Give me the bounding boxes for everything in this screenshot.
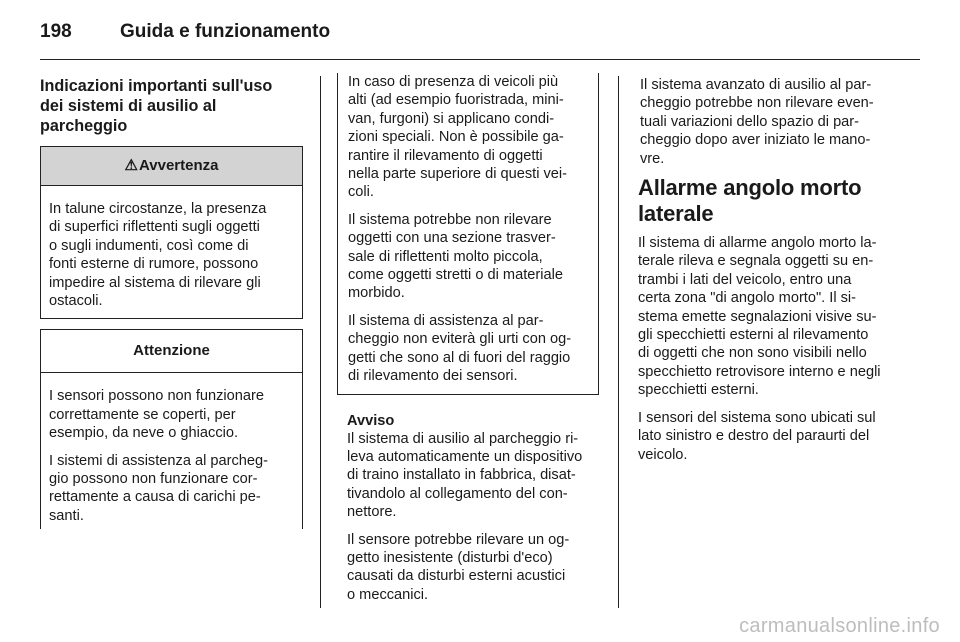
intro-paragraph: Il sistema avanzato di ausilio al par- cheggio potrebbe non rilevare even- tuali variazioni dello spazio di par- cheggio dopo aver iniziato le mano- vre. (640, 77, 874, 167)
section-heading: Indicazioni importanti sull'uso dei sistemi di ausilio al parcheggio (40, 77, 273, 135)
column-middle (337, 76, 599, 604)
caution-paragraph: In caso di presenza di veicoli più alti (ad esempio fuoristrada, mini- van, furgoni) si applicano condi- zioni speciali. Non è possibile ga- rantire il rilevamento di oggetti nella parte superiore di questi vei- coli. (348, 74, 568, 201)
section-heading-large: Allarme angolo morto laterale (638, 175, 862, 227)
caution-paragraph: Il sistema potrebbe non rilevare oggetti con una sezione trasver- sale di riflettenti molto piccola, come oggetti stretti o di materiale morbido. (348, 211, 563, 302)
caution-paragraph: Il sistema di assistenza al par- cheggio non eviterà gli urti con og- getti che sono al di fuori del raggio di rilevamento dei sensori. (348, 312, 572, 385)
caution-paragraph: I sensori possono non funzionare correttamente se coperti, per esempio, da neve o ghiaccio. (49, 388, 264, 442)
warning-text: In talune circostanze, la presenza di superfici riflettenti sugli oggetti o sugli indumenti, così come di fonti esterne di rumore, possono impedire al sistema di rilevare gli ostacoli. (49, 201, 267, 310)
note-paragraph: Il sensore potrebbe rilevare un og- getto inesistente (disturbi d'eco) causati da disturbi esterni acustici o meccanici. (347, 531, 570, 603)
header-divider (40, 59, 920, 60)
warning-title: Avvertenza (138, 157, 219, 174)
column-divider-left (320, 76, 321, 608)
watermark: carmanualsonline.info (739, 615, 940, 637)
warning-box-header (41, 147, 302, 186)
caution-box (40, 329, 303, 529)
note-body (347, 430, 599, 605)
column-right (622, 76, 904, 473)
column-left (40, 76, 303, 539)
caution-box-header: Attenzione (41, 330, 302, 373)
warning-box (40, 146, 303, 319)
note-paragraph: Il sistema di ausilio al parcheggio ri- leva automaticamente un dispositivo di traino installato in fabbrica, disat- tivandolo al collegamento del con- nettore. (347, 430, 583, 521)
caution-paragraph: I sistemi di assistenza al parcheg- gio possono non funzionare cor- rettamente a causa di carichi pe- santi. (49, 452, 268, 524)
column-divider-right (618, 76, 619, 608)
warning-triangle-icon: ⚠ (124, 157, 138, 174)
caution-box-continued (337, 73, 599, 395)
body-paragraph: Il sistema di allarme angolo morto la- terale rileva e segnala oggetti su en- trambi i lati del veicolo, entro una certa zona "di angolo morto". Il si- stema emette segnalazioni visive su- gli specchietti esterni al rilevamento di oggetti che non sono visibili nello specchietto retrovisore interno e negli specchietti esterni. (638, 235, 881, 399)
warning-box-body (41, 186, 302, 318)
note-title: Avviso (347, 412, 395, 429)
section-title: Guida e funzionamento (120, 21, 331, 42)
page-number: 198 (40, 21, 72, 42)
caution-box-body (41, 373, 302, 529)
page-header (40, 14, 330, 50)
body-paragraph: I sensori del sistema sono ubicati sul lato sinistro e destro del paraurti del veicolo. (638, 409, 876, 463)
